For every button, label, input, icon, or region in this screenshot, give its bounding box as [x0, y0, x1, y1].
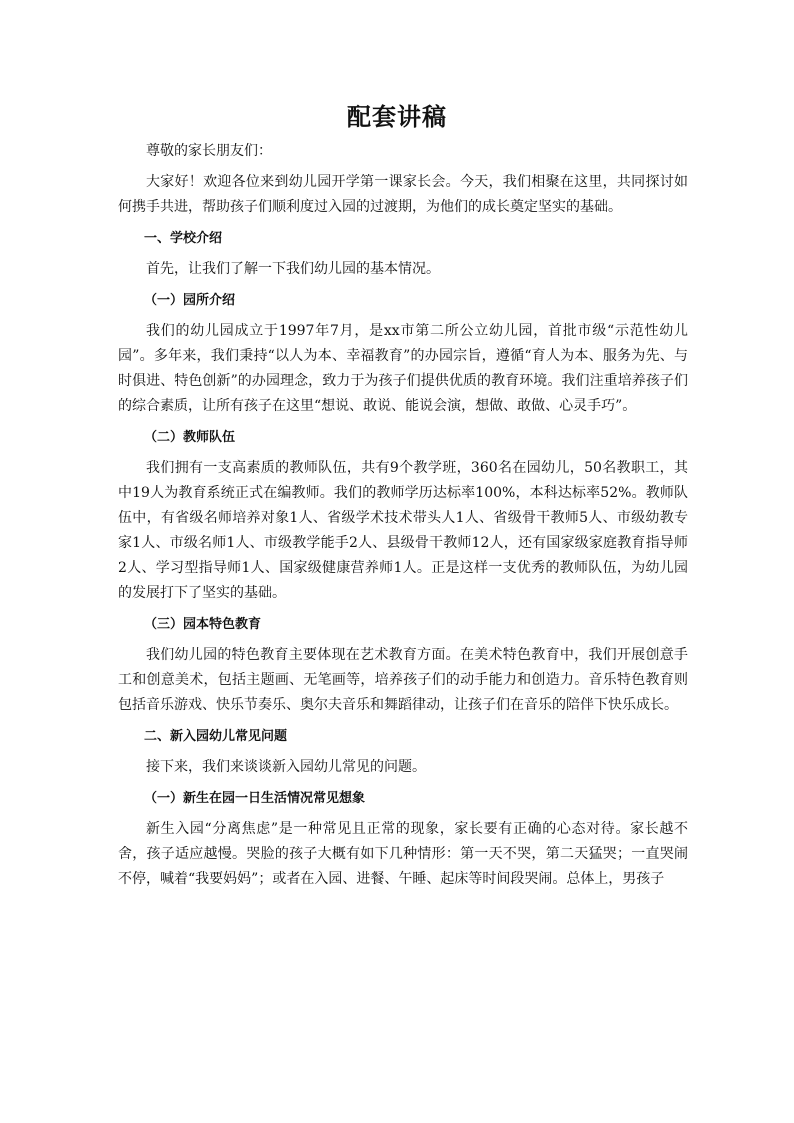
section-intro-school: 首先，让我们了解一下我们幼儿园的基本情况。	[146, 261, 440, 277]
subsection-heading-teachers: （二）教师队伍	[144, 430, 236, 445]
paragraph-featured-education: 我们幼儿园的特色教育主要体现在艺术教育方面。在美术特色教育中，我们开展创意手工和创意美术，包括主题画、无笔画等，培养孩子们的动手能力和创造力。音乐特色教育则包括音乐游戏、快乐节奏乐、奥尔夫音乐和舞蹈律动，让孩子们在音乐的陪伴下快乐成长。	[118, 647, 688, 713]
paragraph-teachers: 我们拥有一支高素质的教师队伍，共有9个教学班，360名在园幼儿，50名教职工，其中19人为教育系统正式在编教师。我们的教师学历达标率100%，本科达标率52%。教师队伍中，有省级名师培养对象1人、省级学术技术带头人1人、省级骨干教师5人、市级幼教专家1人、市级名师1人、市级教学能手2人、县级骨干教师12人，还有国家级家庭教育指导师2人、学习型指导师1人、国家级健康营养师1人。正是这样一支优秀的教师队伍，为幼儿园的发展打下了坚实的基础。	[118, 460, 688, 601]
page-title: 配套讲稿	[347, 102, 447, 131]
paragraph-campus: 我们的幼儿园成立于1997年7月，是xx市第二所公立幼儿园，首批市级“示范性幼儿园”。多年来，我们秉持“以人为本、幸福教育”的办园宗旨，遵循“育人为本、服务为先、与时俱进、特色创新”的办园理念，致力于为孩子们提供优质的教育环境。我们注重培养孩子们的综合素质，让所有孩子在这里“想说、敢说、能说会演，想做、敢做、心灵手巧”。	[118, 323, 688, 414]
paragraph-daily-life: 新生入园“分离焦虑”是一种常见且正常的现象，家长要有正确的心态对待。家长越不舍，孩子适应越慢。哭脸的孩子大概有如下几种情形：第一天不哭，第二天猛哭；一直哭闹不停，喊着“我要妈妈”；或者在入园、进餐、午睡、起床等时间段哭闹。总体上，男孩子	[118, 821, 688, 887]
section-heading-school: 一、学校介绍	[144, 231, 223, 246]
section-heading-common-issues: 二、新入园幼儿常见问题	[144, 729, 288, 744]
greeting: 尊敬的家长朋友们：	[146, 143, 272, 159]
section-intro-common-issues: 接下来，我们来谈谈新入园幼儿常见的问题。	[146, 759, 426, 775]
subsection-heading-featured-education: （三）园本特色教育	[144, 617, 262, 632]
intro-paragraph: 大家好！欢迎各位来到幼儿园开学第一课家长会。今天，我们相聚在这里，共同探讨如何携手共进，帮助孩子们顺利度过入园的过渡期，为他们的成长奠定坚实的基础。	[118, 174, 688, 215]
subsection-heading-campus: （一）园所介绍	[144, 293, 236, 308]
subsection-heading-daily-life: （一）新生在园一日生活情况常见想象	[144, 791, 366, 806]
document-body	[118, 139, 688, 898]
